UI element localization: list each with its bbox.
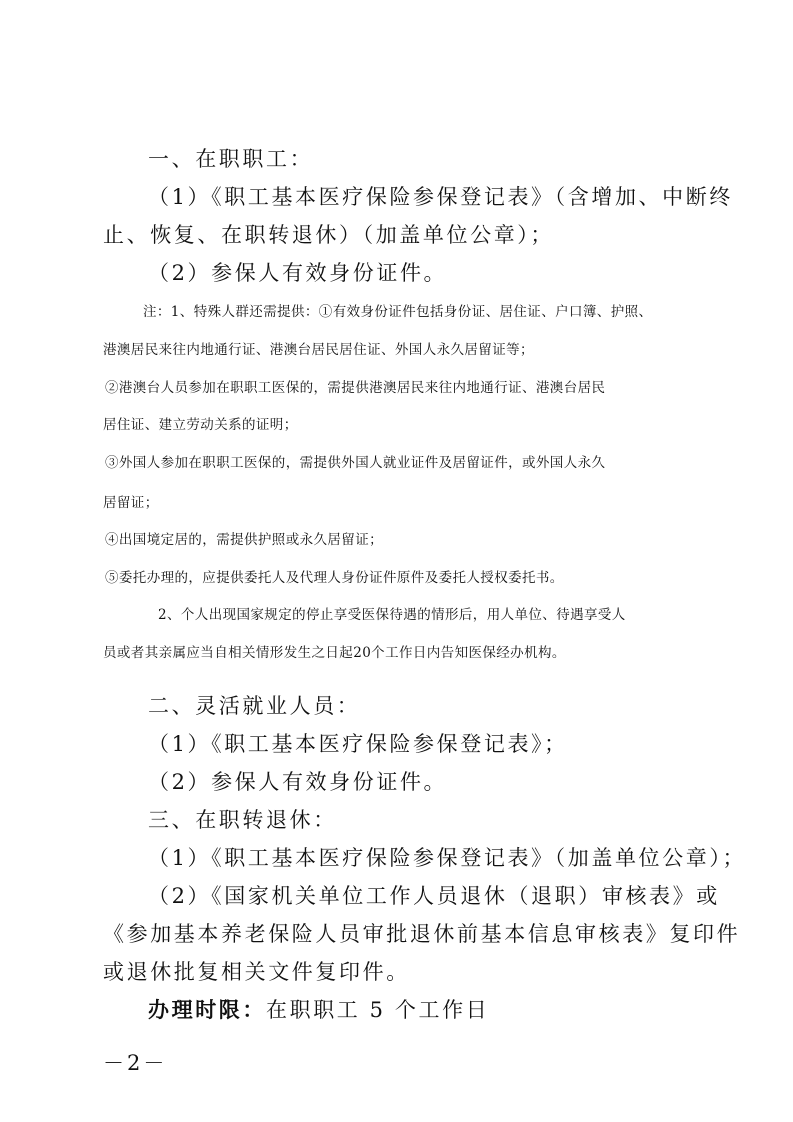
section3-item1: （1）《职工基本医疗保险参保登记表》（加盖单位公章）；	[148, 846, 747, 870]
note-circle3-line2: 居留证；	[103, 495, 159, 511]
note-circle2-line1: ②港澳台人员参加在职职工医保的，需提供港澳居民来往内地通行证、港澳台居民	[105, 380, 606, 396]
note-circle3-line1: ③外国人参加在职职工医保的，需提供外国人就业证件及居留证件，或外国人永久	[105, 455, 606, 471]
note2-line2: 员或者其亲属应当自相关情形发生之日起20个工作日内告知医保经办机构。	[103, 645, 566, 661]
note2-line1: 2、个人出现国家规定的停止享受医保待遇的情形后，用人单位、待遇享受人	[158, 607, 626, 623]
note-circle4: ④出国境定居的，需提供护照或永久居留证；	[105, 532, 383, 548]
section2-item2: （2）参保人有效身份证件。	[148, 770, 448, 794]
page-number: －2－	[103, 1051, 168, 1075]
section1-item2: （2）参保人有效身份证件。	[148, 261, 448, 285]
section3-item2-line3: 或退休批复相关文件复印件。	[103, 960, 410, 984]
section1-item1-line1: （1）《职工基本医疗保险参保登记表》（含增加、中断终	[148, 185, 733, 209]
processing-time	[148, 994, 489, 1024]
section3-item2-line2: 《参加基本养老保险人员审批退休前基本信息审核表》复印件	[103, 922, 741, 946]
note1-line2: 港澳居民来往内地通行证、港澳台居民居住证、外国人永久居留证等；	[103, 342, 534, 358]
processing-time-label: 办理时限：	[148, 997, 266, 1022]
section1-heading: 一、在职职工：	[148, 147, 314, 171]
section3-heading: 三、在职转退休：	[148, 808, 337, 832]
note1-line1: 注：1、特殊人群还需提供：①有效身份证件包括身份证、居住证、户口簿、护照、	[143, 304, 653, 320]
note-circle2-line2: 居住证、建立劳动关系的证明；	[103, 417, 298, 433]
section1-item1-line2: 止、恢复、在职转退休）（加盖单位公章）；	[103, 223, 554, 247]
section3-item2-line1: （2）《国家机关单位工作人员退休（退职）审核表》或	[148, 884, 720, 908]
section2-heading: 二、灵活就业人员：	[148, 694, 361, 718]
note-circle5: ⑤委托办理的，应提供委托人及代理人身份证件原件及委托人授权委托书。	[105, 570, 564, 586]
section2-item1: （1）《职工基本医疗保险参保登记表》；	[148, 732, 568, 756]
processing-time-value: 在职职工 5 个工作日	[266, 998, 490, 1022]
